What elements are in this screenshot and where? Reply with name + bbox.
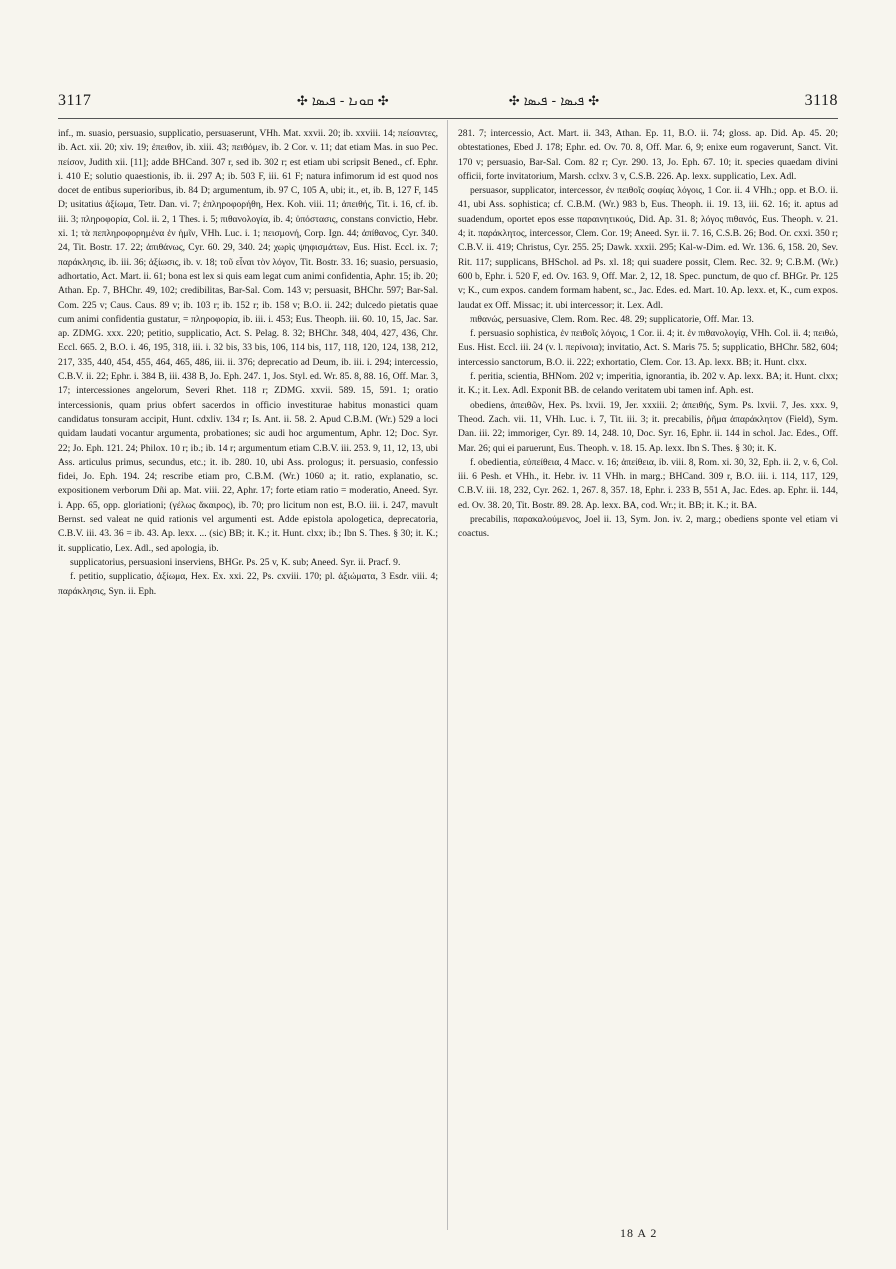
left-running-head: ✣ ܩܘܢܐ - ܦܝܣܐ ✣: [296, 93, 389, 109]
entry-text: obediens, ἀπειθῶν, Hex. Ps. lxvii. 19, Jer. xxxiii. 2; ἀπειθής, Sym. Ps. lxvii. 7, Jes. xxx. 9, Theod. Zach. vii. 11, VHh. Luc. i. 7, Tit. iii. 3; it. precabilis, ῥῆμα ἀπαράκλητον (Field), Sym. Dan. iii. 22; immoriger, Cyr. 89. 14, 248. 10, Doc. Syr. 16, Ephr. ii. 144 in schol. Jac. Edes., Off. Mar. 26; qui ei paruerunt, Eus. Theoph. v. 18. 15. Ap. lexx. Ibn S. Thes. § 30; it. K.: [458, 399, 838, 454]
entry-text: f. peritia, scientia, BHNom. 202 v; imperitia, ignorantia, ib. 202 v. Ap. lexx. BA; it. Hunt. clxx; it. K.; it. Lex. Adl. Exponit BB. de celando veritatem ubi tamen inf. Aph. est.: [458, 371, 838, 397]
right-page-number: 3118: [804, 92, 838, 109]
entry-text: f. persuasio sophistica, ἐν πειθοῖς λόγοις, 1 Cor. ii. 4; it. ἐν πιθανολογίᾳ, VHh. Col. ii. 4; πειθώ, Eus. Hist. Eccl. iii. 24 (v. l. περίνοια); invitatio, Act. S. Maris 75. 5; supplicatio, BHChr. 582, 604; intercessio sanctorum, B.O. ii. 222; exhortatio, Clem. Cor. 13. Ap. lexx. BB; it. Hunt. clxx.: [458, 328, 838, 368]
left-column: [58, 127, 438, 1227]
header-rule: [58, 118, 838, 119]
entry-text: inf., m. suasio, persuasio, supplicatio, persuaserunt, VHh. Mat. xxvii. 20; ib. xxviii. 14; πείσαντες, ib. Act. xii. 20; xiv. 19; ἐπειθον, ib. xiii. 43; πειθόμεν, ib. 2 Cor. v. 11; dat etiam Mas. in suo Pec. πείσον, Judith xii. [11]; adde BHCand. 307 r, sed ib. 302 r; est etiam ubi scripsit Bened., cf. Ephr. i. 410 E; solutio quaestionis, ib. ii. 297 A; ib. 503 F, iii. 61 F; natura infimorum id est quod nos docet de entibus superioribus, ib. 84 D; argumentum, ib. 97 C, 105 A, ubi; it., et, ib. B, 127 F, 145 D; usitatius ἀξίωμα, Tetr. Dan. vi. 7; ἐπληροφορήθη, Hex. Koh. viii. 11; ἀπειθής, Tit. i. 16, cf. ib. iii. 3; πληροφορία, Col. ii. 2, 1 Thes. i. 5; πιθανολογία, ib. 4; ὑπόστασις, constans convictio, Hebr. xi. 1; τὰ πεπληροφορημένα ἐν ἡμῖν, VHh. Luc. i. 1; πεισμονή, Corp. Ign. 44; ἀπίθανος, Cyr. 340. 24, Tit. Bostr. 17. 22; ἀπιθάνως, Cyr. 60. 29, 340. 24; χωρὶς ψηφισμάτων, Eus. Hist. Eccl. ix. 7; παράκλησις, ib. iii. 36; ἀξίωσις, ib. v. 18; τοῦ εἶναι τὸν λόγον, Tit. Bostr. 33. 16; suasio, persuasio, adhortatio, Act. Mart. ii. 61; bona est lex si quis eam legat cum animi confidentia, Aphr. 15; ib. 20; Athan. Ep. 7, BHChr. 49, 102; credibilitas, Bar-Sal. Com. 143 v; persuasit, BHChr. 597; Bar-Sal. Com. 225 v; Caus. Caus. 89 v; ib. 103 r; ib. 152 r; ib. 158 v; B.O. ii. 242; dulcedo pietatis quae cum animi confidentia gustatur, = πληροφορία, ib. iii. i. 453; Eus. Theoph. iii. 60. 10, 15, Jac. Sar. ap. ZDMG. xxx. 220; petitio, supplicatio, Act. S. Pelag. 8. 32; BHChr. 348, 404, 427, 436, Chr. Eccl. 665. 2, B.O. i. 46, 195, 318, iii. i. 32 bis, 33 bis, 106, 114 bis, 117, 118, 120, 124, 138, 212, 217, 335, 440, 454, 455, 464, 465, 486, iii. ii. 376; deprecatio ad Deum, ib. iii. i. 294; intercessio, C.B.V. ii. 22; Ephr. i. 384 B, iii. 438 B, Jo. Eph. 247. 1, Jos. Styl. ed. Wr. 85. 8, 88. 16, Off. Mar. 3, 17; intercessiones angelorum, Severi Rhet. 118 r; ZDMG. xxvii. 589. 15, 591. 1; oratio intercessionis, quam prius obfert sacerdos in officio investiturae habitus monastici quam candidatus tonsuram accipit, Hunt. cdxliv. 134 r; Is. Ant. ii. 58. 2. Apud C.B.M. (Wr.) 529 a loci quidam laudati vocantur argumenta, probationes; sic audi hoc argumentum, Aphr. 12; Doc. Syr. 22; Jo. Eph. 121. 24; Philox. 10 r; ib.; ib. 14 r; argumentum etiam C.B.V. iii. 253. 9, 11, 12, 13, ubi Ass. articulus primus, secundus, etc.; it. ib. 280. 10, ubi Ass. prologus; it. persuasio, confessio fidei, Jo. Eph. 194. 24; rescribe etiam pro, C.B.M. (Wr.) 1060 a; it. ratio, explanatio, sc. expositionem verborum Dñi ap. Mat. viii. 22, Aphr. 17; forte etiam ratio = moderatio, Aneed. Syr. i. App. 65, opp. gloriationi; (γέλως ἄκαιρος), ib. 70; pro licitum non est, B.O. iii. i. 247, mavult Bernst. sed valeat ne quid rationis vel argumenti est. Adde epistola apologetica, deprecatoria, C.B.V. iii. 43. 36 = ib. 43. Ap. lexx. ... (sic) BB; it. K.; it. Hunt. clxx; ib.; Ibn S. Thes. § 30; it. K.; it. supplicatio, Lex. Adl., sed apologia, ib.: [58, 128, 438, 554]
entry-text: 281. 7; intercessio, Act. Mart. ii. 343, Athan. Ep. 11, B.O. ii. 74; gloss. ap. Did. Ap. 45. 20; obtestationes, Ebed J. 178; Ephr. ed. Ov. 70. 8, Off. Mar. 6, 9; enixe eum rogaverunt, Sanct. Vit. 170 v; persuasio, Bar-Sal. Com. 82 r; Cyr. 290. 13, Jo. Eph. 67. 10; it. species quaedam divini officii, forte invitatorium, Marsh. cclxv. 3 v, C.S.B. 226. Ap. lexx. supplicatio, Lex. Adl.: [458, 128, 838, 182]
entry-text: precabilis, παρακαλούμενος, Joel ii. 13, Sym. Jon. iv. 2, marg.; obediens sponte vel etiam vi coactus.: [458, 514, 838, 540]
entry-text: f. petitio, supplicatio, ἀξίωμα, Hex. Ex. xxi. 22, Ps. cxviii. 170; pl. ἀξιώματα, 3 Esdr. viii. 4; παράκλησις, Syn. ii. Eph.: [58, 571, 438, 597]
right-running-head: ✣ ܦܝܣܐ - ܦܝܣܐ ✣: [508, 93, 600, 109]
right-column: [458, 127, 838, 1227]
column-divider: [447, 120, 448, 1230]
page-header: [58, 88, 838, 114]
entry-text: f. obedientia, εὐπείθεια, 4 Macc. v. 16; ἀπείθεια, ib. viii. 8, Rom. xi. 30, 32, Eph. ii. 2, v. 6, Col. iii. 6 Pesh. et VHh., it. Hebr. iv. 11 VHh. in marg.; BHCand. 309 r, B.O. iii. i. 114, 117, 129, C.B.V. iii. 18, 232, Cyr. 262. 1, 267. 8, 357. 18, Ephr. i. 233 B, 551 A, Jac. Edes. ap. Ephr. ii. 144, ed. Ov. 38. 20, Tit. Bostr. 89. 28. Ap. lexx. BA, cod. Wr.; it. BB; it. K.; it. BA.: [458, 456, 838, 511]
left-page-number: 3117: [58, 92, 92, 109]
entry-text: πιθανώς, persuasive, Clem. Rom. Rec. 48. 29; supplicatorie, Off. Mar. 13.: [470, 313, 754, 325]
entry-text: persuasor, supplicator, intercessor, ἐν πειθοῖς σοφίας λόγοις, 1 Cor. ii. 4 VHh.; opp. et B.O. ii. 41, ubi Ass. sophistica; cf. C.B.M. (Wr.) 983 b, Eus. Theoph. ii. 19. 13, iii. 62. 16; it. aptus ad suadendum, oportet epos esse παραινητικούς, Did. Ap. 31. 8; λόγος πιθανός, Eus. Theoph. v. 21. 4; it. παράκλητος, intercessor, Clem. Cor. 19; Aneed. Syr. ii. 7. 16, C.S.B. 26; Bod. Or. cxxi. 350 r; C.B.V. ii. 419; Christus, Cyr. 255. 25; Dawk. xxxii. 295; Kal-w-Dim. ed. Wr. 136. 6, 158. 20, Sev. Rit. 117; supplicans, BHSchol. ad Ps. xl. 18; qui suadere possit, Clem. Rec. 32. 9; C.B.M. (Wr.) 600 b, Ephr. i. 520 F, ed. Ov. 163. 9, Off. Mar. 2, 12, 18. Spec. punctum, de quo cf. BHGr. Pr. 125 v; K., cum expos. candem formam habent, sc., Jac. Edes. ed. Mart. 10. Ap. lexx. et, K., cum expos. laudat ex Off. Missac; it. ubi intercessor; it. Lex. Adl.: [458, 185, 838, 311]
printer-signature: 18 A 2: [620, 1226, 658, 1240]
entry-text: supplicatorius, persuasioni inserviens, BHGr. Ps. 25 v, K. sub; Aneed. Syr. ii. Pracf. 9.: [70, 556, 401, 568]
